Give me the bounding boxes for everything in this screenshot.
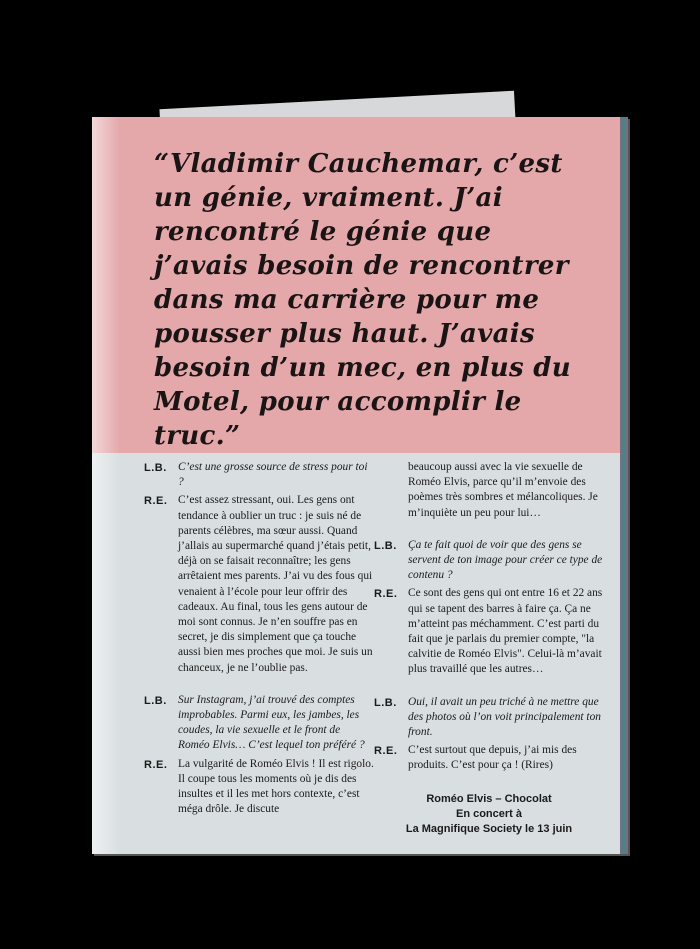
answer-continuation: beaucoup aussi avec la vie sexuelle de Roméo Elvis, parce qu’il m’envoie des poèmes très sombres et mélancoliques. Je m’inquiète un peu pour lui… [408, 461, 598, 519]
interview-entry [144, 757, 374, 818]
interview-entry [374, 695, 604, 741]
interview-entry [144, 493, 374, 675]
answer-text: La vulgarité de Roméo Elvis ! Il est rigolo. Il coupe tous les moments où je dis des insultes et il les met hors contexte, c’est méga drôle. Je discute [178, 757, 374, 816]
page-edge [620, 117, 628, 854]
credit-concert: En concert à [455, 807, 523, 820]
speaker-label: R.E. [374, 588, 398, 601]
speaker-label: L.B. [144, 462, 167, 474]
interview-entry [374, 586, 604, 677]
credit-album: Roméo Elvis – Chocolat [426, 792, 552, 805]
question-text: Sur Instagram, j’ai trouvé des comptes improbables. Parmi eux, les jambes, les coudes, la vie sexuelle et le front de Roméo Elvis… C’est lequel ton préféré ? [178, 693, 365, 752]
speaker-label: R.E. [144, 495, 168, 508]
interview-column-right [374, 460, 604, 837]
credit-venue: La Magnifique Society le 13 juin [405, 822, 573, 835]
speaker-label: L.B. [374, 696, 397, 709]
answer-text: C’est assez stressant, oui. Les gens ont tendance à oublier un truc : je suis né de parents célèbres, ma sœur aussi. Quand j’allais au supermarché quand j’étais petit, déjà on se faisait reconnaître; les gens arrêtaient mes parents. J’ai vu des fous qui venaient à l’école pour leur offrir des cadeaux. Au final, tous les gens autour de moi sont connus. Je n’en souffre pas en secret, je dis simplement que ça touche aussi bien mes proches que moi. Je suis un chanceux, je ne l’oublie pas. [178, 494, 373, 674]
interview-entry [144, 460, 374, 490]
interview-entry [374, 743, 604, 773]
speaker-label: R.E. [374, 745, 398, 758]
question-text: C’est une grosse source de stress pour toi ? [178, 461, 368, 489]
page-gutter-shadow [92, 117, 120, 854]
pull-quote: “Vladimir Cauchemar, c’est un génie, vraiment. J’ai rencontré le génie que j’avais besoin de rencontrer dans ma carrière pour me pousser plus haut. J’avais besoin d’un mec, en plus du Motel, pour accomplir le truc.” [154, 149, 571, 451]
magazine-page [92, 117, 628, 854]
interview-entry [374, 538, 604, 584]
question-text: Ça te fait quoi de voir que des gens se servent de ton image pour créer ce type de contenu ? [408, 538, 603, 582]
answer-text: Ce sont des gens qui ont entre 16 et 22 ans qui se tapent des barres à faire ça. Ça ne m’atteint pas méchamment. C’est parti du fait que je parlais du premier compte, "la calvitie de Roméo Elvis". Celui-là m’avait plus travaillé que les autres… [408, 587, 603, 676]
interview-entry [144, 693, 374, 754]
speaker-label: L.B. [144, 694, 167, 707]
pull-quote-block [92, 117, 620, 453]
question-text: Oui, il avait un peu triché à ne mettre que des photos où l’on voit principalement ton front. [408, 695, 601, 739]
interview-column-left [144, 460, 374, 817]
answer-text: C’est surtout que depuis, j’ai mis des produits. C’est pour ça ! (Rires) [408, 744, 577, 772]
speaker-label: L.B. [374, 539, 397, 552]
speaker-label: R.E. [144, 758, 168, 771]
album-credit [374, 792, 604, 837]
